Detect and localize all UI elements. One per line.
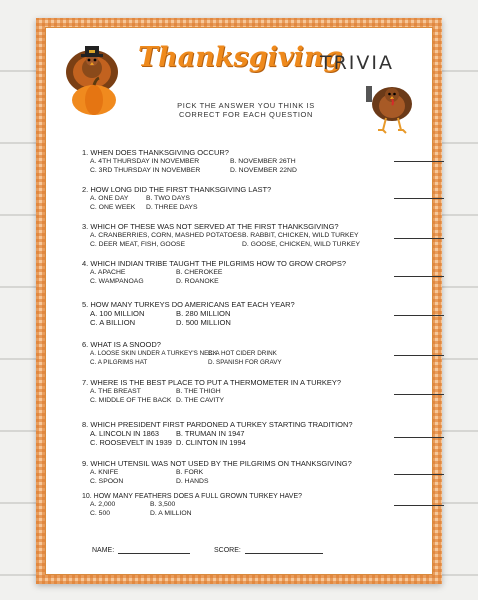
option-c: C. MIDDLE OF THE BACK <box>90 397 172 404</box>
answer-line-2[interactable] <box>394 198 444 199</box>
answer-line-9[interactable] <box>394 474 444 475</box>
question-text: 2. HOW LONG DID THE FIRST THANKSGIVING LAST? <box>82 185 272 194</box>
instructions-line1: PICK THE ANSWER YOU THINK IS <box>177 101 315 110</box>
name-line[interactable] <box>118 553 190 554</box>
instructions-line2: CORRECT FOR EACH QUESTION <box>178 110 314 119</box>
option-d: D. GOOSE, CHICKEN, WILD TURKEY <box>242 241 361 248</box>
option-d: D. 500 MILLION <box>176 318 231 327</box>
option-a: A. 100 MILLION <box>90 309 145 318</box>
question-text: 7. WHERE IS THE BEST PLACE TO PUT A THERMOMETER IN A TURKEY? <box>82 378 342 387</box>
question-2 <box>82 185 382 212</box>
question-text: 8. WHICH PRESIDENT FIRST PARDONED A TURKEY STARTING TRADITION? <box>82 420 353 429</box>
option-b: B. TWO DAYS <box>146 195 190 202</box>
answer-line-3[interactable] <box>394 238 444 239</box>
question-text: 9. WHICH UTENSIL WAS NOT USED BY THE PILGRIMS ON THANKSGIVING? <box>82 459 352 468</box>
option-c: C. ROOSEVELT IN 1939 <box>90 438 172 447</box>
option-d: D. ROANOKE <box>176 278 219 285</box>
score-line[interactable] <box>245 553 323 554</box>
option-b: B. FORK <box>176 469 204 476</box>
option-d: D. HANDS <box>176 478 209 485</box>
option-d: D. THE CAVITY <box>176 397 225 404</box>
option-a: A. 4TH THURSDAY IN NOVEMBER <box>90 158 200 165</box>
sheet-content <box>45 27 433 575</box>
name-label: NAME: <box>92 547 115 554</box>
option-b: B. CHEROKEE <box>176 269 223 276</box>
option-b: B. 3,500 <box>150 501 176 508</box>
answer-line-8[interactable] <box>394 437 444 438</box>
instructions <box>146 101 346 119</box>
option-c: C. SPOON <box>90 478 124 485</box>
turkey-icon <box>364 80 420 142</box>
name-field <box>92 547 190 554</box>
option-c: C. A PILGRIMS HAT <box>90 359 148 366</box>
question-text: 4. WHICH INDIAN TRIBE TAUGHT THE PILGRIMS HOW TO GROW CROPS? <box>82 259 347 268</box>
option-a: A. 2,000 <box>90 501 116 508</box>
question-text: 5. HOW MANY TURKEYS DO AMERICANS EAT EACH YEAR? <box>82 300 295 309</box>
option-d: D. A MILLION <box>150 510 192 517</box>
option-b: B. NOVEMBER 26TH <box>230 158 296 165</box>
question-3 <box>82 222 382 249</box>
option-a: A. KNIFE <box>90 469 119 476</box>
question-6 <box>82 340 382 367</box>
answer-line-4[interactable] <box>394 276 444 277</box>
question-8 <box>82 420 382 447</box>
question-text: 3. WHICH OF THESE WAS NOT SERVED AT THE FIRST THANKSGIVING? <box>82 222 339 231</box>
title-thanksgiving: Thanksgiving <box>138 42 343 73</box>
option-d: D. CLINTON IN 1994 <box>176 438 246 447</box>
option-c: C. WAMPANOAG <box>90 278 144 285</box>
option-a: A. THE BREAST <box>90 388 141 395</box>
score-label: SCORE: <box>214 547 241 554</box>
question-text: 1. WHEN DOES THANKSGIVING OCCUR? <box>82 148 229 157</box>
option-b: B. 280 MILLION <box>176 309 231 318</box>
option-c: C. ONE WEEK <box>90 204 136 211</box>
option-a: A. LOOSE SKIN UNDER A TURKEY'S NECK <box>90 350 218 357</box>
question-9 <box>82 459 382 486</box>
answer-line-10[interactable] <box>394 505 444 506</box>
question-5 <box>82 300 382 327</box>
option-c: C. 500 <box>90 510 111 517</box>
question-text: 10. HOW MANY FEATHERS DOES A FULL GROWN TURKEY HAVE? <box>82 493 303 500</box>
option-b: B. TRUMAN IN 1947 <box>176 429 245 438</box>
turkey-pumpkin-icon <box>56 38 134 118</box>
title-trivia: TRIVIA <box>320 52 395 74</box>
trivia-sheet <box>36 18 442 584</box>
answer-line-5[interactable] <box>394 315 444 316</box>
score-field <box>214 547 323 554</box>
option-a: A. ONE DAY <box>90 195 129 202</box>
option-b: B. A HOT CIDER DRINK <box>208 350 277 357</box>
option-a: A. CRANBERRIES, CORN, MASHED POTATOES <box>90 232 242 239</box>
option-d: D. THREE DAYS <box>146 204 198 211</box>
option-c: C. A BILLION <box>90 318 136 327</box>
answer-line-6[interactable] <box>394 355 444 356</box>
question-4 <box>82 259 382 286</box>
option-c: C. 3RD THURSDAY IN NOVEMBER <box>90 167 201 174</box>
option-b: B. RABBIT, CHICKEN, WILD TURKEY <box>242 232 359 239</box>
option-a: A. LINCOLN IN 1863 <box>90 429 160 438</box>
question-10 <box>82 493 382 518</box>
question-text: 6. WHAT IS A SNOOD? <box>82 340 161 349</box>
option-d: D. SPANISH FOR GRAVY <box>208 359 282 366</box>
option-b: B. THE THIGH <box>176 388 221 395</box>
question-7 <box>82 378 382 405</box>
option-d: D. NOVEMBER 22ND <box>230 167 297 174</box>
question-1 <box>82 148 382 175</box>
answer-line-1[interactable] <box>394 161 444 162</box>
answer-line-7[interactable] <box>394 394 444 395</box>
option-a: A. APACHE <box>90 269 126 276</box>
option-c: C. DEER MEAT, FISH, GOOSE <box>90 241 186 248</box>
